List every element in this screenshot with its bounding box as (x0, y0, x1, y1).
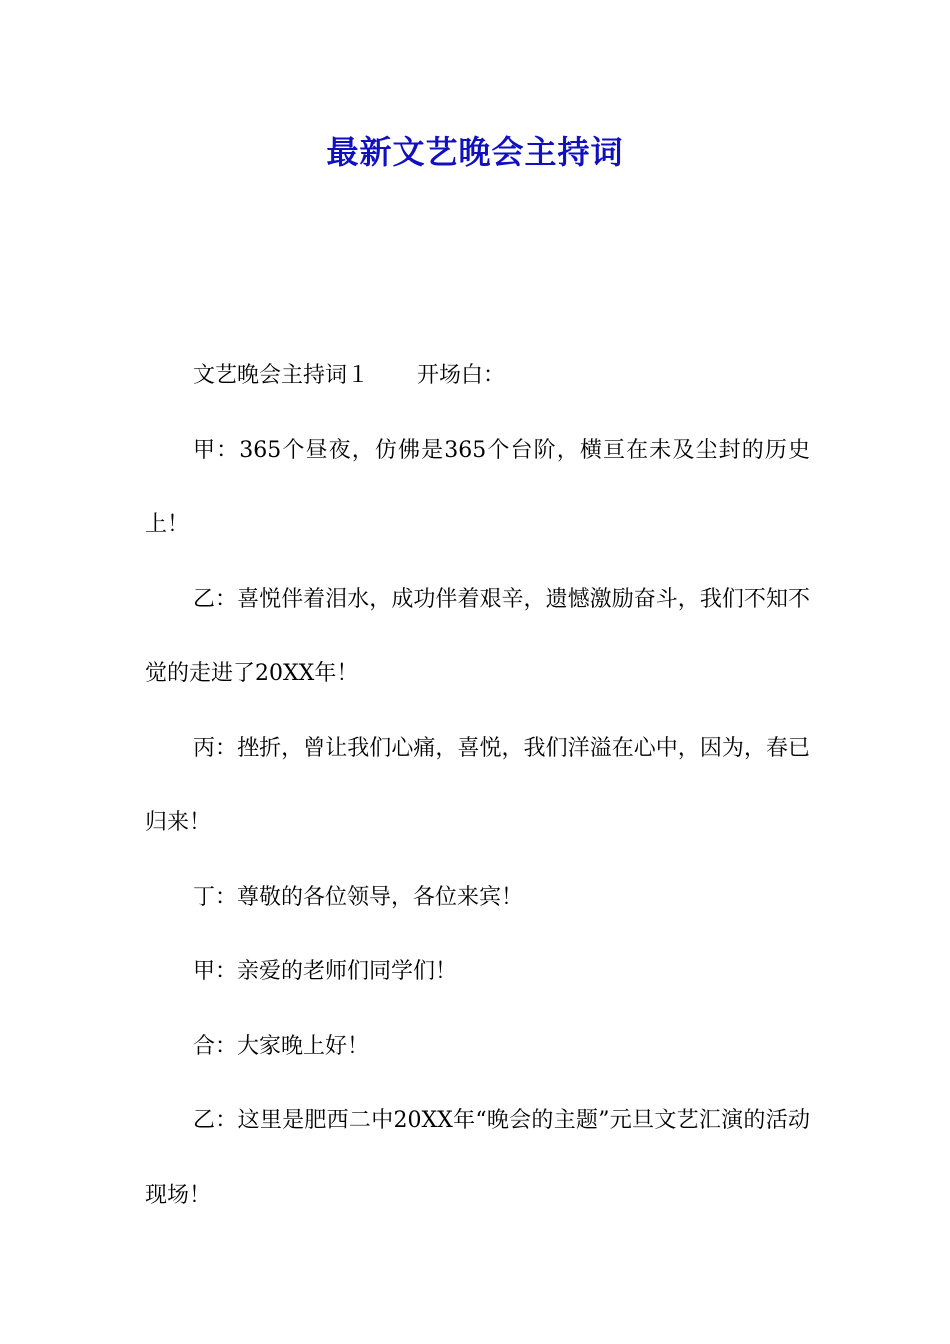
paragraph-2: 乙：喜悦伴着泪水，成功伴着艰辛，遗憾激励奋斗，我们不知不觉的走进了20XX年！ (145, 586, 810, 686)
document-title: 最新文艺晚会主持词 (326, 133, 624, 171)
intro-label: 文艺晚会主持词１ (193, 363, 370, 388)
document-body (145, 339, 810, 1233)
paragraph-7: 乙：这里是肥西二中20XX年“晚会的主题”元旦文艺汇演的活动现场！ (145, 1108, 810, 1208)
paragraph-6: 合：大家晚上好！ (193, 1033, 370, 1059)
paragraph-3: 丙：挫折，曾让我们心痛，喜悦，我们洋溢在心中，因为，春已归来！ (145, 735, 810, 835)
paragraph-5: 甲：亲爱的老师们同学们！ (193, 959, 458, 984)
paragraph-1: 甲：365个昼夜，仿佛是365个台阶，横亘在未及尘封的历史上！ (145, 437, 810, 537)
intro-section: 开场白： (417, 363, 506, 388)
paragraph-4: 丁：尊敬的各位领导，各位来宾！ (193, 884, 524, 910)
intro-line (145, 339, 810, 414)
